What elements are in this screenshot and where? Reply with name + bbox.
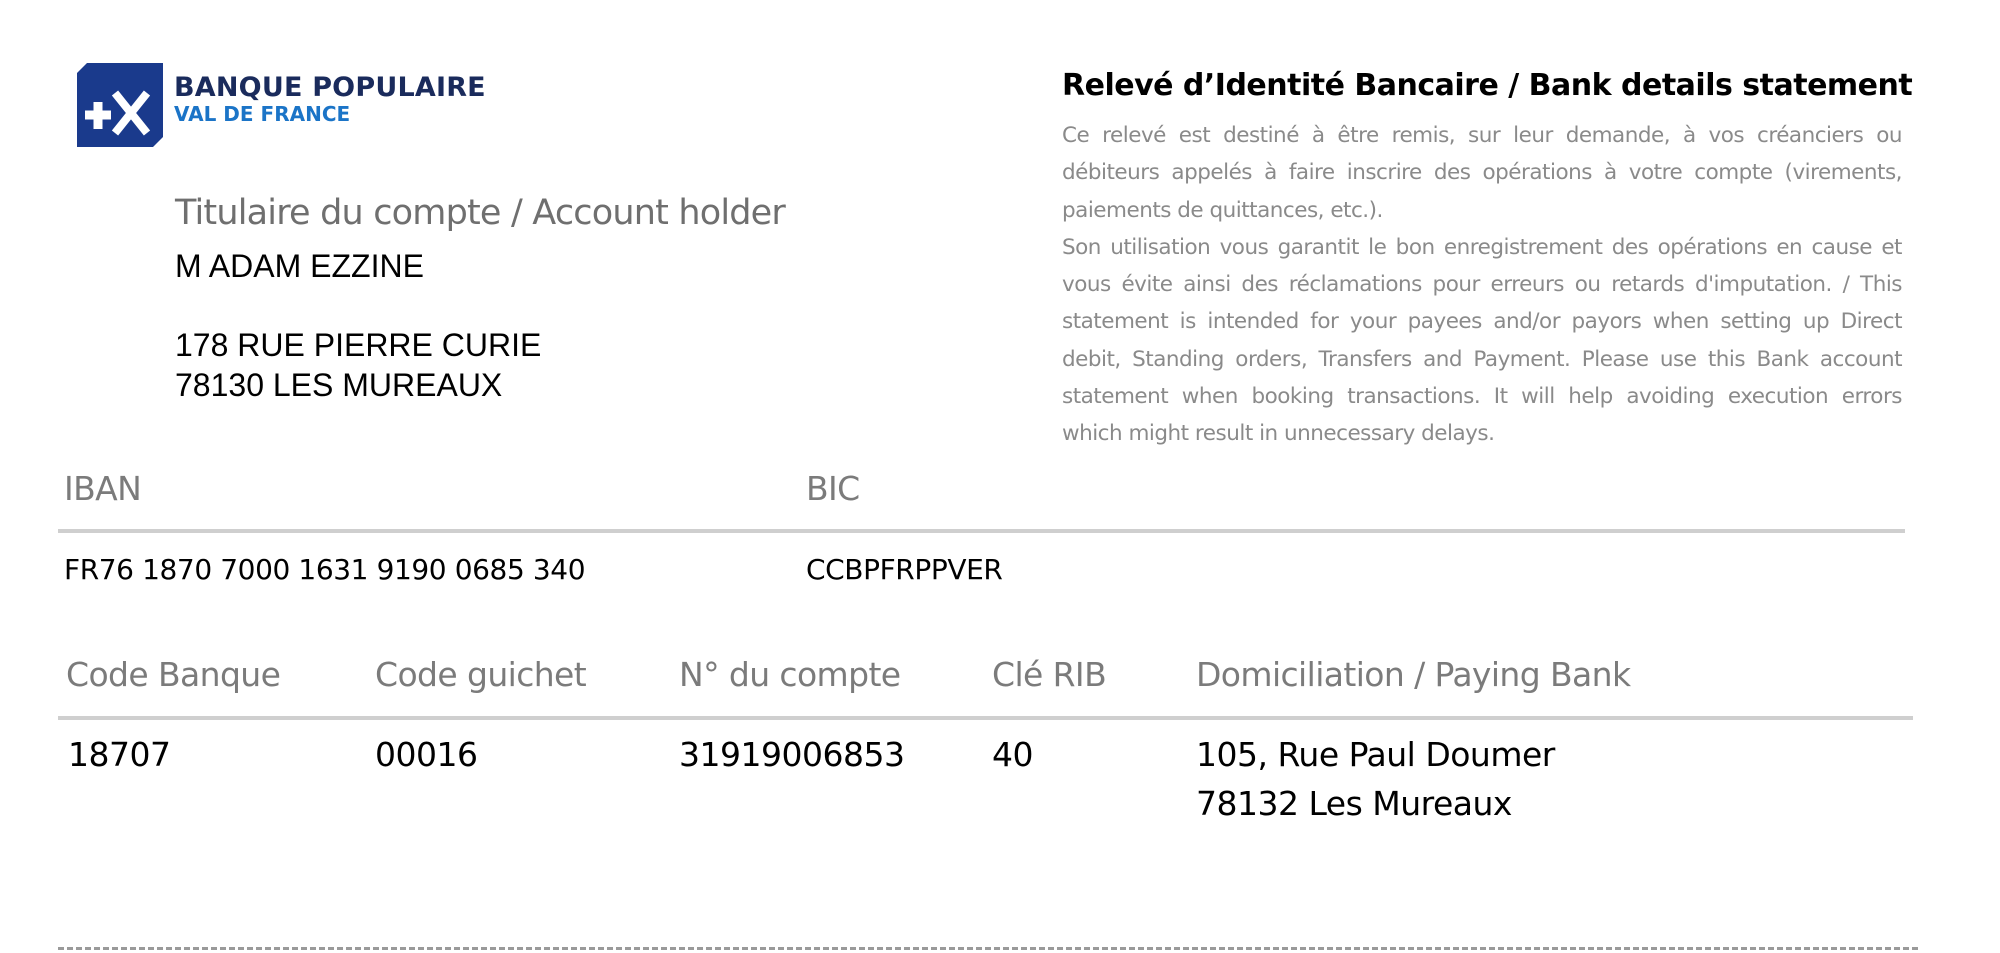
brand-region: VAL DE FRANCE (174, 102, 351, 126)
statement-description (1062, 117, 1902, 453)
statement-title: Relevé d’Identité Bancaire / Bank details statement (1062, 68, 1913, 103)
brand-name: BANQUE POPULAIRE (174, 72, 486, 103)
holder-address-line1: 178 RUE PIERRE CURIE (175, 327, 542, 363)
header-code-banque: Code Banque (66, 655, 281, 694)
account-number-value: 31919006853 (679, 735, 905, 774)
divider (58, 529, 1905, 533)
holder-address-line2: 78130 LES MUREAUX (175, 367, 503, 403)
code-guichet-value: 00016 (375, 735, 478, 774)
account-holder-name: M ADAM EZZINE (175, 248, 424, 284)
paying-bank-address-line2: 78132 Les Mureaux (1196, 784, 1512, 823)
bic-value: CCBPFRPPVER (806, 553, 1003, 586)
account-holder-label: Titulaire du compte / Account holder (175, 193, 786, 233)
iban-label: IBAN (64, 469, 142, 508)
statement-paragraph-1: Ce relevé est destiné à être remis, sur leur demande, à vos créanciers ou débiteurs appelés à faire inscrire des opérations à votre compte (virements, paiements de quittances, etc.). (1062, 123, 1902, 223)
bic-label: BIC (806, 469, 860, 508)
header-account-number: N° du compte (679, 655, 901, 694)
cle-rib-value: 40 (992, 735, 1033, 774)
bank-logo-icon (77, 63, 163, 147)
header-code-guichet: Code guichet (375, 655, 587, 694)
iban-value: FR76 1870 7000 1631 9190 0685 340 (64, 553, 586, 586)
paying-bank-address-line1: 105, Rue Paul Doumer (1196, 735, 1555, 774)
header-paying-bank: Domiciliation / Paying Bank (1196, 655, 1631, 694)
statement-paragraph-2: Son utilisation vous garantit le bon enregistrement des opérations en cause et vous évite ainsi des réclamations pour erreurs ou retards d'imputation. / This statement is intended for your payees and/or payors when setting up Direct debit, Standing orders, Transfers and Payment. Please use this Bank account statement when booking transactions. It will help avoiding execution errors which might result in unnecessary delays. (1062, 234, 1902, 447)
code-banque-value: 18707 (68, 735, 171, 774)
header-cle-rib: Clé RIB (992, 655, 1107, 694)
divider (58, 716, 1913, 720)
cut-line (58, 947, 1918, 950)
